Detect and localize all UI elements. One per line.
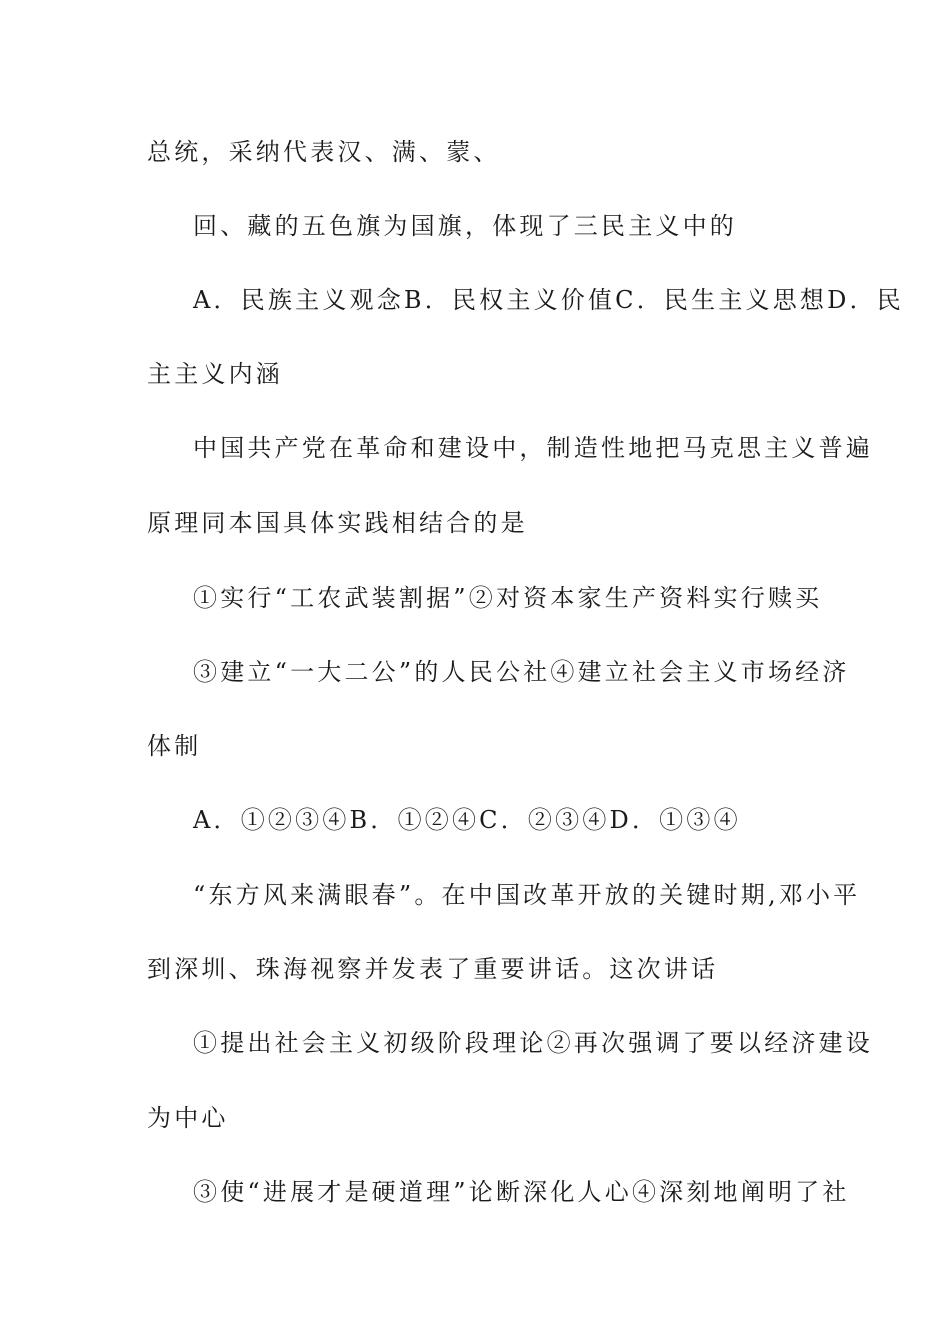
question-stem-line: “东方风来满眼春”。在中国改革开放的关键时期,邓小平 xyxy=(193,881,861,909)
statement-line: ③使“进展才是硬道理”论断深化人心④深刻地阐明了社 xyxy=(193,1178,850,1206)
statement-line: ①实行“工农武装割据”②对资本家生产资料实行赎买 xyxy=(193,584,823,612)
statement-line: ③建立“一大二公”的人民公社④建立社会主义市场经济 xyxy=(193,658,850,686)
question-stem-line: 回、藏的五色旗为国旗，体现了三民主义中的 xyxy=(193,212,737,240)
question-stem-continuation: 到深圳、珠海视察并发表了重要讲话。这次讲话 xyxy=(147,955,719,983)
statement-continuation: 为中心 xyxy=(147,1104,229,1132)
answer-options-line: A．民族主义观念B．民权主义价值C．民生主义思想D．民 xyxy=(193,286,904,314)
answer-options-continuation: 主主义内涵 xyxy=(147,360,283,388)
question-stem-continuation: 原理同本国具体实践相结合的是 xyxy=(147,509,528,537)
statement-continuation: 体制 xyxy=(147,732,202,760)
statement-line: ①提出社会主义初级阶段理论②再次强调了要以经济建设 xyxy=(193,1029,873,1057)
answer-options-line: A．①②③④B．①②④C．②③④D．①③④ xyxy=(193,806,741,834)
question-stem-line: 中国共产党在革命和建设中，制造性地把马克思主义普遍 xyxy=(193,434,873,462)
text-line: 总统，采纳代表汉、满、蒙、 xyxy=(147,138,501,166)
